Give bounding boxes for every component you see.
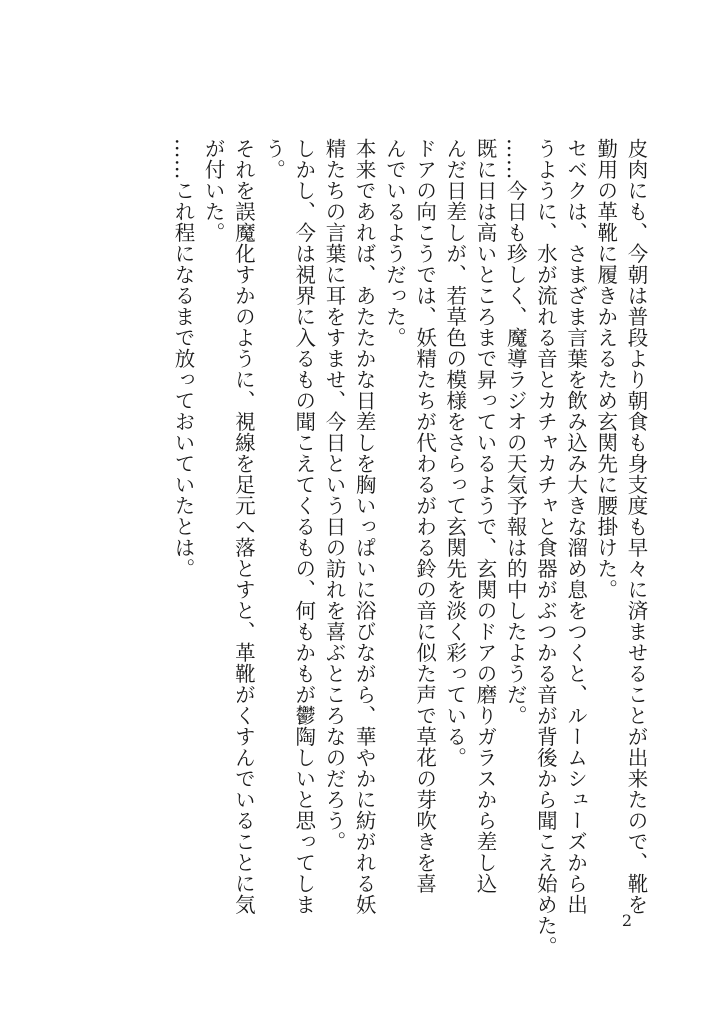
page-body-text: [168, 138, 651, 957]
text-line: うように、水が流れる音とカチャカチャと食器がぶつかる音が背後から聞こえ始めた。: [533, 138, 558, 957]
text-line: セベクは、さまざま言葉を飲み込み大きな溜め息をつくと、ルームシューズから出: [563, 138, 588, 915]
text-line: ……これ程になるまで放っておいていたとは。: [170, 138, 195, 579]
text-line: 勤用の革靴に履きかえるため玄関先に腰掛けた。: [593, 138, 618, 600]
text-line: それを誤魔化すかのように、視線を足元へ落とすと、革靴がくすんでいることに気: [231, 138, 256, 915]
page-number: 2: [621, 911, 632, 930]
text-line: う。: [261, 138, 286, 180]
text-line: 本来であれば、あたたかな日差しを胸いっぱいに浴びながら、華やかに紡がれる妖: [352, 138, 377, 915]
text-line: が付いた。: [201, 138, 226, 243]
text-line: しかし、今は視界に入るもの聞こえてくるもの、何もかもが鬱陶しいと思ってしま: [291, 138, 316, 915]
text-line: 皮肉にも、今朝は普段より朝食も身支度も早々に済ませることが出来たので、靴を: [624, 138, 648, 915]
text-line: ……今日も珍しく、魔導ラジオの天気予報は的中したようだ。: [503, 138, 528, 726]
text-line: んだ日差しが、若草色の模様をさらって玄関先を淡く彩っている。: [442, 138, 467, 768]
text-line: ドアの向こうでは、妖精たちが代わるがわる鈴の音に似た声で草花の芽吹きを喜: [412, 138, 437, 894]
text-line: んでいるようだった。: [382, 138, 407, 348]
text-line: 既に日は高いところまで昇っているようで、玄関のドアの磨りガラスから差し込: [472, 138, 497, 894]
text-line: 精たちの言葉に耳をすませ、今日という日の訪れを喜ぶところなのだろう。: [321, 138, 346, 852]
